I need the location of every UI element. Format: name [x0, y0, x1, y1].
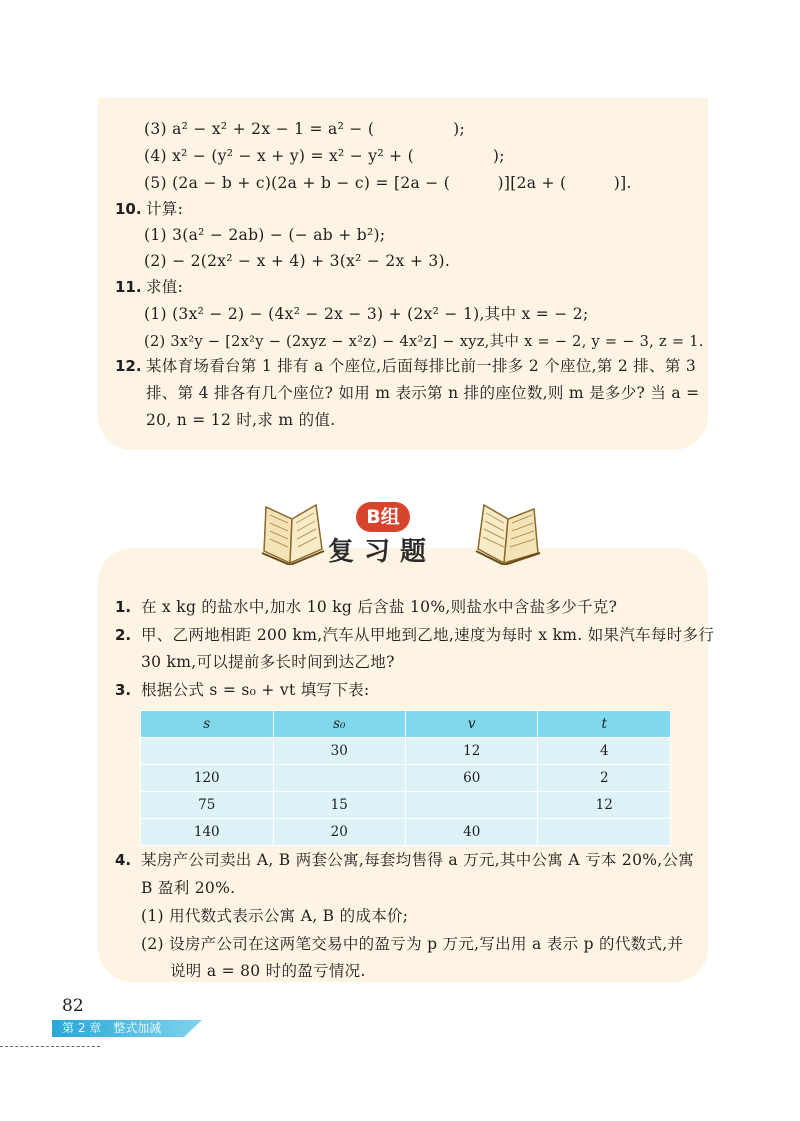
question-4-2-line-2: 说明 a = 80 时的盈亏情况.: [170, 962, 366, 980]
group-badge: B组: [356, 502, 410, 532]
table-header-cell: s: [141, 711, 274, 738]
question-1-text: 在 x kg 的盐水中,加水 10 kg 后含盐 10%,则盐水中含盐多少千克?: [141, 598, 618, 616]
question-4-2-line-1: (2) 设房产公司在这两笔交易中的盈亏为 p 万元,写出用 a 表示 p 的代数式,并: [141, 935, 684, 953]
table-cell: 12: [538, 792, 671, 819]
question-11-2: (2) 3x²y − [2x²y − (2xyz − x²z) − 4x²z] − xyz,其中 x = − 2, y = − 3, z = 1.: [144, 334, 704, 350]
table-cell: 4: [538, 738, 671, 765]
chapter-label: 第 2 章 整式加减: [62, 1021, 162, 1035]
table-cell: 75: [141, 792, 274, 819]
table-cell: 2: [538, 765, 671, 792]
table-header-cell: s₀: [273, 711, 405, 738]
table-header-cell: v: [406, 711, 538, 738]
question-number-12: 12.: [115, 357, 142, 375]
question-3-text: 根据公式 s = s₀ + vt 填写下表:: [141, 681, 370, 699]
question-number-11: 11.: [115, 278, 142, 296]
question-2-line-1: 甲、乙两地相距 200 km,汽车从甲地到乙地,速度为每时 x km. 如果汽车每时多行: [141, 626, 715, 644]
dashed-divider: [0, 1046, 100, 1047]
question-11-1: (1) (3x² − 2) − (4x² − 2x − 3) + (2x² − 1),其中 x = − 2;: [144, 305, 589, 323]
question-12-line-2: 排、第 4 排各有几个座位? 如用 m 表示第 n 排的座位数,则 m 是多少? 当 a =: [146, 384, 700, 402]
question-10-1: (1) 3(a² − 2ab) − (− ab + b²);: [144, 226, 386, 244]
table-cell: [273, 765, 405, 792]
question-12-line-3: 20, n = 12 时,求 m 的值.: [146, 411, 336, 429]
question-number-3: 3.: [115, 681, 132, 699]
exercise-9-5: (5) (2a − b + c)(2a + b − c) = [2a − ( )][2a + ( )].: [144, 174, 632, 192]
table-cell: 15: [273, 792, 405, 819]
exercise-9-4: (4) x² − (y² − x + y) = x² − y² + ( );: [144, 147, 505, 165]
table-cell: [141, 738, 274, 765]
question-10-prompt: 计算:: [146, 200, 184, 218]
exercise-9-3: (3) a² − x² + 2x − 1 = a² − ( );: [144, 120, 466, 138]
question-number-1: 1.: [115, 598, 132, 616]
table-row: [141, 792, 671, 819]
question-2-line-2: 30 km,可以提前多长时间到达乙地?: [141, 653, 395, 671]
review-header: [260, 497, 560, 577]
question-number-2: 2.: [115, 626, 132, 644]
table-row: [141, 819, 671, 846]
table-cell: [538, 819, 671, 846]
question-11-prompt: 求值:: [146, 278, 184, 296]
table-cell: [406, 792, 538, 819]
question-4-line-1: 某房产公司卖出 A, B 两套公寓,每套均售得 a 万元,其中公寓 A 亏本 20%,公寓: [141, 851, 695, 869]
table-cell: 12: [406, 738, 538, 765]
table-cell: 120: [141, 765, 274, 792]
table-header-row: [141, 711, 671, 738]
table-cell: 140: [141, 819, 274, 846]
table-row: [141, 765, 671, 792]
table-cell: 30: [273, 738, 405, 765]
question-4-1: (1) 用代数式表示公寓 A, B 的成本价;: [141, 907, 409, 925]
open-book-icon: [260, 501, 328, 565]
question-number-4: 4.: [115, 851, 132, 869]
review-title: 复习题: [327, 537, 436, 567]
question-number-10: 10.: [115, 200, 142, 218]
question-10-2: (2) − 2(2x² − x + 4) + 3(x² − 2x + 3).: [144, 252, 451, 270]
table-row: [141, 738, 671, 765]
table-cell: 60: [406, 765, 538, 792]
table-cell: 20: [273, 819, 405, 846]
question-12-line-1: 某体育场看台第 1 排有 a 个座位,后面每排比前一排多 2 个座位,第 2 排、第 3: [146, 357, 697, 375]
table-header-cell: t: [538, 711, 671, 738]
question-4-line-2: B 盈利 20%.: [141, 879, 236, 897]
open-book-icon: [474, 501, 542, 565]
table-cell: 40: [406, 819, 538, 846]
formula-table: [140, 710, 671, 846]
page-number: 82: [62, 996, 84, 1016]
